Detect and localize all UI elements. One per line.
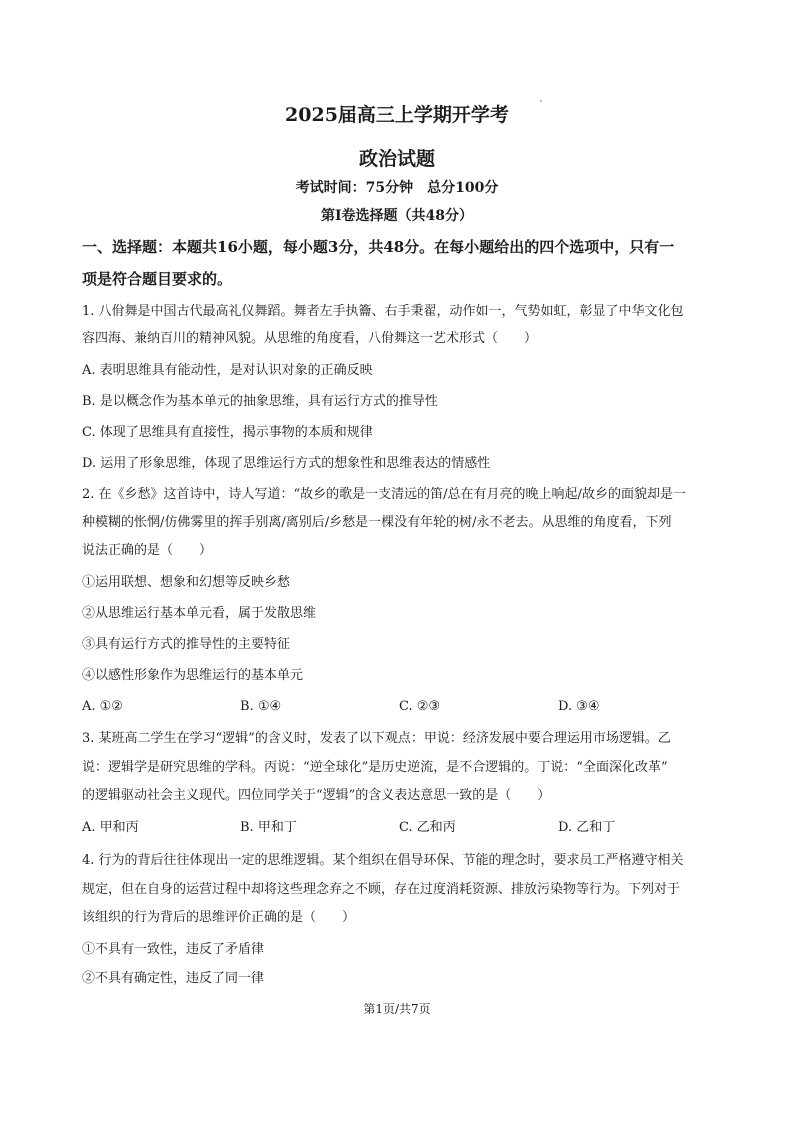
q1-stem-line1: 1. 八佾舞是中国古代最高礼仪舞蹈。舞者左手执籥、右手秉翟，动作如一，气势如虹，彰显了中华文化包 [82,304,684,319]
q3-option-b: B. 甲和丁 [240,820,297,835]
q2-statement-2: ②从思维运行基本单元看，属于发散思维 [82,606,317,621]
q3-stem-line1: 3. 某班高二学生在学习“逻辑”的含义时，发表了以下观点：甲说：经济发展中要合理运用市场逻辑。乙 [82,731,671,746]
q2-option-c: C. ②③ [399,699,441,714]
q3-stem-line2: 说：逻辑学是研究思维的学科。丙说：“逆全球化”是历史逆流，是不合逻辑的。丁说：“全面深化改革” [82,760,668,775]
q1-option-d: D. 运用了形象思维，体现了思维运行方式的想象性和思维表达的情感性 [82,456,491,471]
q1-option-c: C. 体现了思维具有直接性，揭示事物的本质和规律 [82,425,373,440]
q4-stem-line2: 规定，但在自身的运营过程中却将这些理念弃之不顾，存在过度消耗资源、排放污染物等行为。下列对于 [82,882,681,897]
volume-heading: 第Ⅰ卷选择题（共48分） [320,208,474,224]
q1-option-b: B. 是以概念作为基本单元的抽象思维，具有运行方式的推导性 [82,394,438,409]
q1-option-a: A. 表明思维具有能动性，是对认识对象的正确反映 [82,363,373,378]
q3-option-a: A. 甲和丙 [82,820,139,835]
q2-stem-line3: 说法正确的是（ ） [82,543,213,558]
subject-title: 政治试题 [358,148,435,170]
q3-option-c: C. 乙和丙 [399,820,456,835]
q2-statement-4: ④以感性形象作为思维运行的基本单元 [82,668,304,683]
q3-stem-line3: 的逻辑驱动社会主义现代。四位同学关于“逻辑”的含义表达意思一致的是（ ） [82,788,551,803]
q2-statement-1: ①运用联想、想象和幻想等反映乡愁 [82,575,291,590]
page-number: 第1页/共7页 [363,1002,431,1016]
q2-option-b: B. ①④ [240,699,282,714]
q4-statement-1: ①不具有一致性，违反了矛盾律 [82,942,265,957]
q2-statement-3: ③具有运行方式的推导性的主要特征 [82,637,291,652]
exam-time-info: 考试时间：75分钟 总分100分 [295,180,499,196]
q1-stem-line2: 容四海、兼纳百川的精神风貌。从思维的角度看，八佾舞这一艺术形式（ ） [82,331,538,346]
section-instruction-line2: 项是符合题目要求的。 [82,270,233,288]
q4-stem-line1: 4. 行为的背后往往体现出一定的思维逻辑。某个组织在倡导环保、节能的理念时，要求员工严格遵守相关 [82,853,684,868]
q4-statement-2: ②不具有确定性，违反了同一律 [82,971,265,986]
q2-stem-line1: 2. 在《乡愁》这首诗中，诗人写道：“故乡的歌是一支清远的笛/总在有月亮的晚上响起/故乡的面貌却是一 [82,487,686,502]
q4-stem-line3: 该组织的行为背后的思维评价正确的是（ ） [82,910,356,925]
exam-title: 2025届高三上学期开学考 [285,104,509,126]
q2-stem-line2: 种模糊的怅惘/仿佛雾里的挥手别离/离别后/乡愁是一棵没有年轮的树/永不老去。从思维的角度看，下列 [82,515,672,530]
section-instruction-line1: 一、选择题：本题共16小题，每小题3分，共48分。在每小题给出的四个选项中，只有一 [82,238,675,256]
q2-option-d: D. ③④ [558,699,600,714]
q2-option-a: A. ①② [82,699,123,714]
q3-option-d: D. 乙和丁 [558,820,616,835]
